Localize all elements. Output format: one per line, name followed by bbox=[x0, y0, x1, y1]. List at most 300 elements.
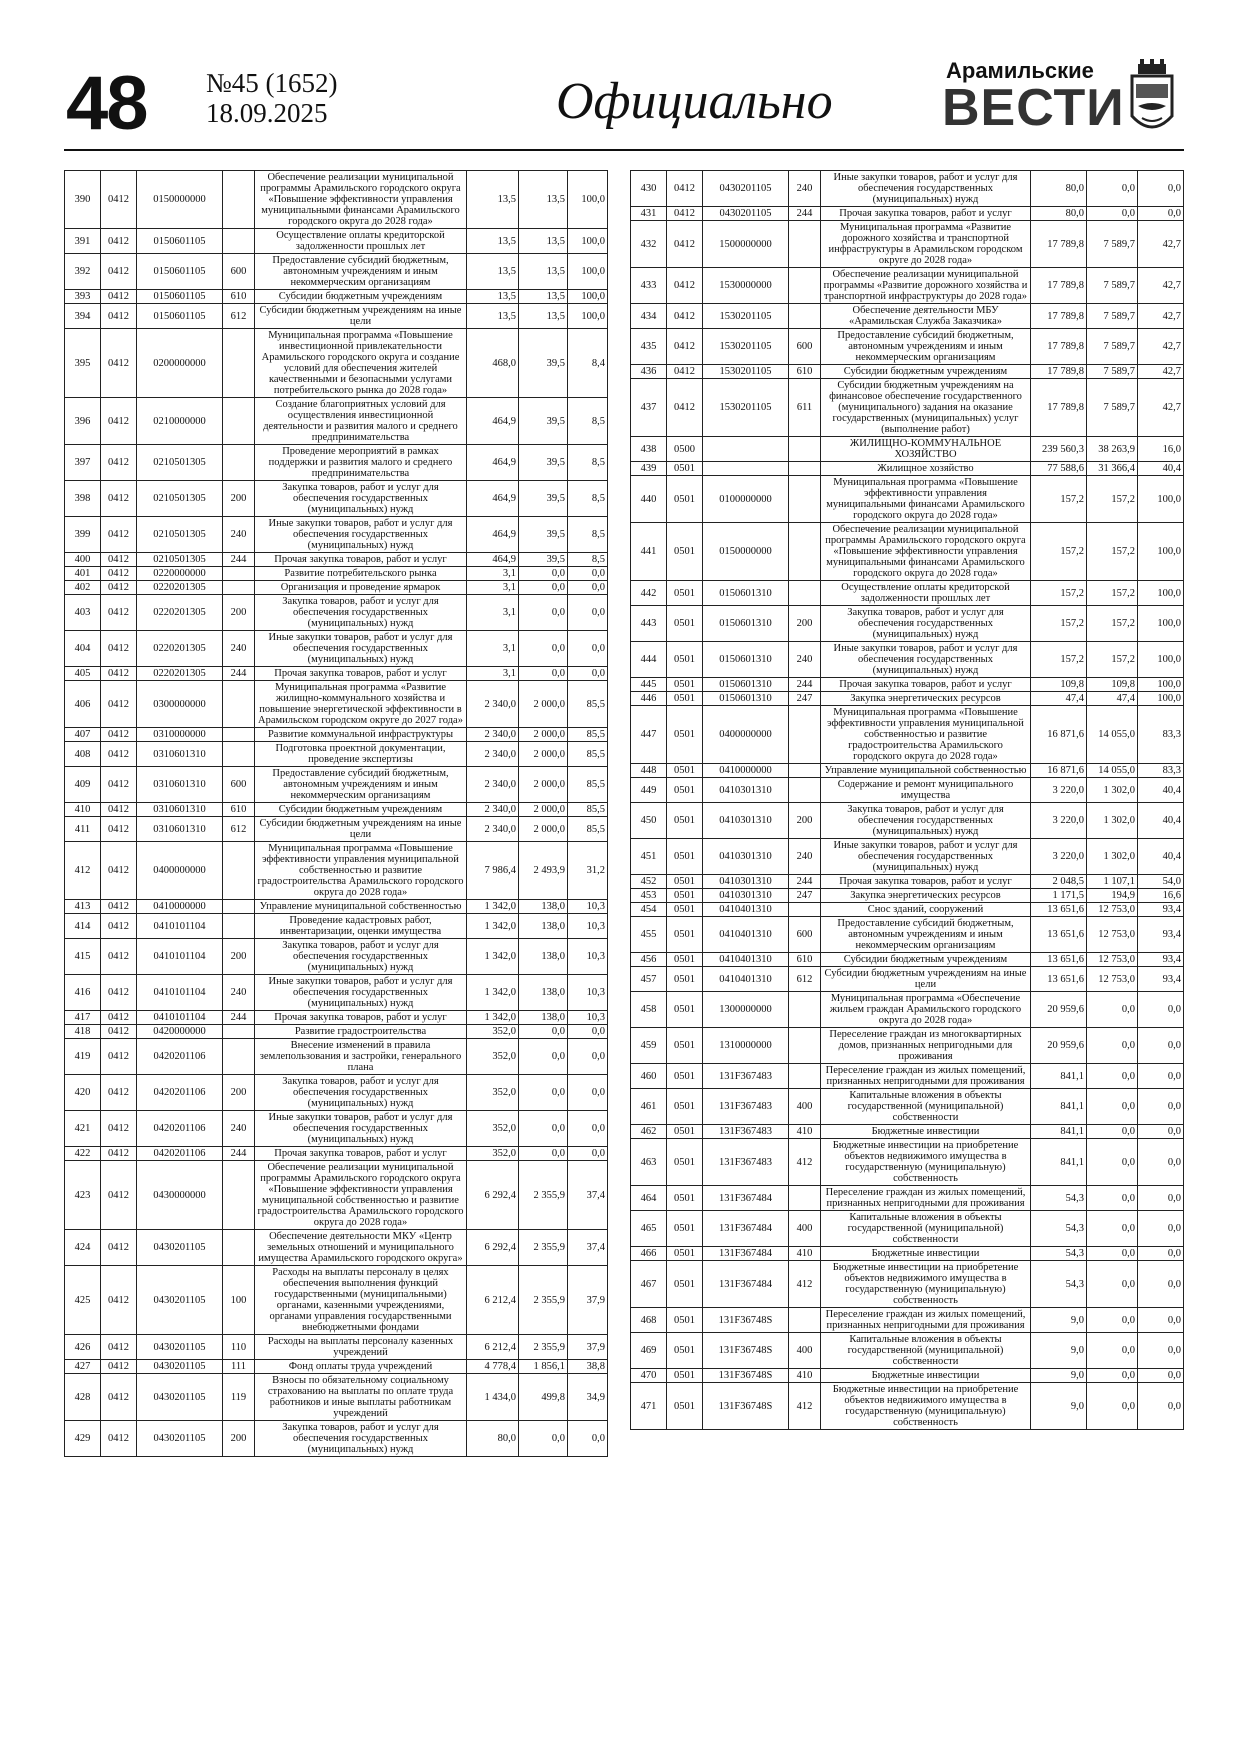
item-name: Иные закупки товаров, работ и услуг для обеспечения государственных (муниципальных) нужд bbox=[255, 517, 467, 553]
execution-percent: 10,3 bbox=[568, 975, 608, 1011]
expense-type-code bbox=[223, 445, 255, 481]
actual-amount: 2 355,9 bbox=[519, 1266, 568, 1335]
actual-amount: 0,0 bbox=[1087, 992, 1138, 1028]
planned-amount: 13,5 bbox=[467, 254, 519, 290]
section-code: 0501 bbox=[667, 678, 703, 692]
item-name: Субсидии бюджетным учреждениям на иные цели bbox=[821, 967, 1031, 992]
item-name: Закупка энергетических ресурсов bbox=[821, 692, 1031, 706]
planned-amount: 157,2 bbox=[1031, 642, 1087, 678]
section-code: 0501 bbox=[667, 1247, 703, 1261]
target-article-code: 0420201106 bbox=[137, 1039, 223, 1075]
table-row bbox=[65, 567, 608, 581]
row-number: 429 bbox=[65, 1421, 101, 1457]
table-row bbox=[65, 817, 608, 842]
planned-amount: 3 220,0 bbox=[1031, 778, 1087, 803]
row-number: 458 bbox=[631, 992, 667, 1028]
execution-percent: 0,0 bbox=[568, 1075, 608, 1111]
page-number: 48 bbox=[66, 61, 147, 146]
actual-amount: 12 753,0 bbox=[1087, 967, 1138, 992]
actual-amount: 39,5 bbox=[519, 481, 568, 517]
item-name: Переселение граждан из жилых помещений, признанных непригодными для проживания bbox=[821, 1308, 1031, 1333]
table-row bbox=[65, 445, 608, 481]
table-row bbox=[631, 329, 1184, 365]
table-row bbox=[65, 1161, 608, 1230]
planned-amount: 841,1 bbox=[1031, 1125, 1087, 1139]
table-row bbox=[631, 365, 1184, 379]
section-code: 0412 bbox=[101, 803, 137, 817]
section-code: 0501 bbox=[667, 581, 703, 606]
expense-type-code bbox=[223, 567, 255, 581]
execution-percent: 10,3 bbox=[568, 900, 608, 914]
table-row bbox=[65, 1011, 608, 1025]
actual-amount: 0,0 bbox=[1087, 1139, 1138, 1186]
actual-amount: 12 753,0 bbox=[1087, 953, 1138, 967]
actual-amount: 14 055,0 bbox=[1087, 764, 1138, 778]
execution-percent: 42,7 bbox=[1138, 329, 1184, 365]
planned-amount: 17 789,8 bbox=[1031, 329, 1087, 365]
actual-amount: 157,2 bbox=[1087, 581, 1138, 606]
target-article-code: 0310601310 bbox=[137, 803, 223, 817]
item-name: Капитальные вложения в объекты государственной (муниципальной) собственности bbox=[821, 1333, 1031, 1369]
actual-amount: 0,0 bbox=[1087, 1089, 1138, 1125]
target-article-code: 0150601105 bbox=[137, 290, 223, 304]
section-code: 0412 bbox=[101, 171, 137, 229]
target-article-code: 0410000000 bbox=[137, 900, 223, 914]
section-code: 0412 bbox=[101, 254, 137, 290]
section-code: 0412 bbox=[101, 553, 137, 567]
expense-type-code bbox=[789, 1028, 821, 1064]
item-name: Закупка товаров, работ и услуг для обеспечения государственных (муниципальных) нужд bbox=[255, 939, 467, 975]
actual-amount: 7 589,7 bbox=[1087, 329, 1138, 365]
section-code: 0501 bbox=[667, 1028, 703, 1064]
expense-type-code: 111 bbox=[223, 1360, 255, 1374]
row-number: 398 bbox=[65, 481, 101, 517]
execution-percent: 0,0 bbox=[568, 595, 608, 631]
table-row bbox=[65, 1421, 608, 1457]
execution-percent: 54,0 bbox=[1138, 875, 1184, 889]
row-number: 416 bbox=[65, 975, 101, 1011]
section-code: 0412 bbox=[101, 767, 137, 803]
row-number: 431 bbox=[631, 207, 667, 221]
row-number: 432 bbox=[631, 221, 667, 268]
planned-amount: 1 342,0 bbox=[467, 914, 519, 939]
execution-percent: 83,3 bbox=[1138, 764, 1184, 778]
table-row bbox=[631, 437, 1184, 462]
table-row bbox=[631, 1383, 1184, 1430]
row-number: 456 bbox=[631, 953, 667, 967]
execution-percent: 0,0 bbox=[1138, 207, 1184, 221]
row-number: 407 bbox=[65, 728, 101, 742]
table-row bbox=[631, 1261, 1184, 1308]
section-code: 0501 bbox=[667, 875, 703, 889]
item-name: Иные закупки товаров, работ и услуг для обеспечения государственных (муниципальных) нужд bbox=[255, 975, 467, 1011]
row-number: 449 bbox=[631, 778, 667, 803]
section-code: 0501 bbox=[667, 523, 703, 581]
item-name: Обеспечение деятельности МБУ «Арамильская Служба Заказчика» bbox=[821, 304, 1031, 329]
execution-percent: 100,0 bbox=[568, 254, 608, 290]
table-row bbox=[631, 171, 1184, 207]
planned-amount: 1 342,0 bbox=[467, 939, 519, 975]
section-code: 0412 bbox=[667, 365, 703, 379]
execution-percent: 0,0 bbox=[568, 1039, 608, 1075]
section-code: 0412 bbox=[101, 1266, 137, 1335]
execution-percent: 0,0 bbox=[568, 567, 608, 581]
execution-percent: 0,0 bbox=[568, 667, 608, 681]
row-number: 403 bbox=[65, 595, 101, 631]
target-article-code: 131F36748S bbox=[703, 1383, 789, 1430]
actual-amount: 0,0 bbox=[1087, 1261, 1138, 1308]
row-number: 426 bbox=[65, 1335, 101, 1360]
planned-amount: 16 871,6 bbox=[1031, 706, 1087, 764]
table-row bbox=[65, 728, 608, 742]
section-code: 0501 bbox=[667, 1125, 703, 1139]
target-article-code: 0150601105 bbox=[137, 229, 223, 254]
actual-amount: 13,5 bbox=[519, 171, 568, 229]
execution-percent: 0,0 bbox=[568, 1111, 608, 1147]
actual-amount: 138,0 bbox=[519, 975, 568, 1011]
actual-amount: 157,2 bbox=[1087, 476, 1138, 523]
section-code: 0412 bbox=[667, 379, 703, 437]
target-article-code: 131F367484 bbox=[703, 1261, 789, 1308]
execution-percent: 40,4 bbox=[1138, 839, 1184, 875]
table-row bbox=[631, 1333, 1184, 1369]
issue-date: 18.09.2025 bbox=[206, 98, 328, 128]
actual-amount: 0,0 bbox=[1087, 1064, 1138, 1089]
target-article-code: 0150601105 bbox=[137, 254, 223, 290]
planned-amount: 239 560,3 bbox=[1031, 437, 1087, 462]
item-name: Субсидии бюджетным учреждениям bbox=[821, 953, 1031, 967]
target-article-code: 1500000000 bbox=[703, 221, 789, 268]
target-article-code: 0410401310 bbox=[703, 917, 789, 953]
planned-amount: 3,1 bbox=[467, 595, 519, 631]
table-row bbox=[631, 1139, 1184, 1186]
actual-amount: 0,0 bbox=[519, 1111, 568, 1147]
item-name: Создание благоприятных условий для осуществления инвестиционной деятельности и развития малого и среднего предпринимательства bbox=[255, 398, 467, 445]
item-name: Переселение граждан из жилых помещений, признанных непригодными для проживания bbox=[821, 1064, 1031, 1089]
city-emblem-icon bbox=[1128, 58, 1176, 140]
item-name: Проведение кадастровых работ, инвентаризации, оценки имущества bbox=[255, 914, 467, 939]
execution-percent: 85,5 bbox=[568, 728, 608, 742]
execution-percent: 0,0 bbox=[1138, 171, 1184, 207]
item-name: Субсидии бюджетным учреждениям bbox=[255, 803, 467, 817]
table-row bbox=[631, 678, 1184, 692]
table-row bbox=[65, 900, 608, 914]
execution-percent: 0,0 bbox=[1138, 1064, 1184, 1089]
target-article-code: 0210000000 bbox=[137, 398, 223, 445]
section-code: 0412 bbox=[101, 517, 137, 553]
actual-amount: 499,8 bbox=[519, 1374, 568, 1421]
planned-amount: 3 220,0 bbox=[1031, 803, 1087, 839]
actual-amount: 12 753,0 bbox=[1087, 903, 1138, 917]
section-code: 0501 bbox=[667, 706, 703, 764]
target-article-code: 0430201105 bbox=[137, 1230, 223, 1266]
actual-amount: 13,5 bbox=[519, 254, 568, 290]
table-row bbox=[631, 992, 1184, 1028]
row-number: 471 bbox=[631, 1383, 667, 1430]
item-name: Муниципальная программа «Повышение эффективности управления муниципальной собственностью и развитие градостроительства Арамильского городского округа до 2028 года» bbox=[821, 706, 1031, 764]
item-name: Прочая закупка товаров, работ и услуг bbox=[821, 678, 1031, 692]
actual-amount: 2 000,0 bbox=[519, 803, 568, 817]
section-code: 0501 bbox=[667, 1064, 703, 1089]
table-row bbox=[631, 1308, 1184, 1333]
item-name: Субсидии бюджетным учреждениям на иные цели bbox=[255, 817, 467, 842]
actual-amount: 12 753,0 bbox=[1087, 917, 1138, 953]
target-article-code: 0410301310 bbox=[703, 778, 789, 803]
section-code: 0501 bbox=[667, 1089, 703, 1125]
row-number: 390 bbox=[65, 171, 101, 229]
table-row bbox=[631, 476, 1184, 523]
target-article-code: 0210501305 bbox=[137, 481, 223, 517]
expense-type-code: 244 bbox=[789, 875, 821, 889]
table-row bbox=[65, 1335, 608, 1360]
execution-percent: 34,9 bbox=[568, 1374, 608, 1421]
execution-percent: 8,4 bbox=[568, 329, 608, 398]
planned-amount: 352,0 bbox=[467, 1147, 519, 1161]
table-row bbox=[65, 595, 608, 631]
execution-percent: 0,0 bbox=[1138, 1369, 1184, 1383]
actual-amount: 13,5 bbox=[519, 229, 568, 254]
expense-type-code: 244 bbox=[223, 1147, 255, 1161]
section-code: 0501 bbox=[667, 1261, 703, 1308]
row-number: 412 bbox=[65, 842, 101, 900]
execution-percent: 0,0 bbox=[568, 581, 608, 595]
section-code: 0501 bbox=[667, 953, 703, 967]
row-number: 424 bbox=[65, 1230, 101, 1266]
actual-amount: 1 107,1 bbox=[1087, 875, 1138, 889]
item-name: Муниципальная программа «Развитие дорожного хозяйства и транспортной инфраструктуры в Арамильском городском округе до 2028 года» bbox=[821, 221, 1031, 268]
execution-percent: 0,0 bbox=[1138, 1186, 1184, 1211]
table-row bbox=[631, 764, 1184, 778]
actual-amount: 1 302,0 bbox=[1087, 803, 1138, 839]
execution-percent: 100,0 bbox=[568, 304, 608, 329]
item-name: Иные закупки товаров, работ и услуг для обеспечения государственных (муниципальных) нужд bbox=[821, 642, 1031, 678]
target-article-code: 0410301310 bbox=[703, 803, 789, 839]
actual-amount: 138,0 bbox=[519, 939, 568, 975]
execution-percent: 0,0 bbox=[1138, 1308, 1184, 1333]
table-row bbox=[631, 1125, 1184, 1139]
actual-amount: 0,0 bbox=[519, 581, 568, 595]
section-code: 0501 bbox=[667, 803, 703, 839]
execution-percent: 0,0 bbox=[568, 1421, 608, 1457]
planned-amount: 3,1 bbox=[467, 631, 519, 667]
planned-amount: 464,9 bbox=[467, 398, 519, 445]
table-row bbox=[65, 1025, 608, 1039]
table-row bbox=[65, 1266, 608, 1335]
item-name: Закупка энергетических ресурсов bbox=[821, 889, 1031, 903]
section-code: 0501 bbox=[667, 462, 703, 476]
planned-amount: 3,1 bbox=[467, 567, 519, 581]
target-article-code: 0410401310 bbox=[703, 903, 789, 917]
section-code: 0412 bbox=[101, 581, 137, 595]
table-row bbox=[631, 1369, 1184, 1383]
planned-amount: 17 789,8 bbox=[1031, 365, 1087, 379]
actual-amount: 2 000,0 bbox=[519, 817, 568, 842]
execution-percent: 8,5 bbox=[568, 517, 608, 553]
row-number: 442 bbox=[631, 581, 667, 606]
table-row bbox=[65, 1039, 608, 1075]
item-name: Бюджетные инвестиции bbox=[821, 1369, 1031, 1383]
expense-type-code bbox=[223, 914, 255, 939]
planned-amount: 3,1 bbox=[467, 581, 519, 595]
item-name: Прочая закупка товаров, работ и услуг bbox=[255, 667, 467, 681]
row-number: 453 bbox=[631, 889, 667, 903]
expense-type-code: 610 bbox=[789, 953, 821, 967]
table-row bbox=[65, 1360, 608, 1374]
target-article-code: 0410301310 bbox=[703, 839, 789, 875]
logo-main-text: ВЕСТИ bbox=[942, 79, 1125, 137]
table-row bbox=[631, 967, 1184, 992]
actual-amount: 31 366,4 bbox=[1087, 462, 1138, 476]
budget-table-right bbox=[630, 170, 1184, 1430]
target-article-code: 0220201305 bbox=[137, 581, 223, 595]
actual-amount: 0,0 bbox=[519, 631, 568, 667]
actual-amount: 2 355,9 bbox=[519, 1335, 568, 1360]
section-code: 0412 bbox=[101, 304, 137, 329]
planned-amount: 2 048,5 bbox=[1031, 875, 1087, 889]
expense-type-code: 240 bbox=[223, 975, 255, 1011]
execution-percent: 0,0 bbox=[1138, 1247, 1184, 1261]
item-name: Бюджетные инвестиции на приобретение объектов недвижимого имущества в государственную (муниципальную) собственность bbox=[821, 1261, 1031, 1308]
expense-type-code: 240 bbox=[223, 631, 255, 667]
section-code: 0412 bbox=[101, 1161, 137, 1230]
table-row bbox=[631, 953, 1184, 967]
planned-amount: 13 651,6 bbox=[1031, 967, 1087, 992]
item-name: Переселение граждан из жилых помещений, признанных непригодными для проживания bbox=[821, 1186, 1031, 1211]
planned-amount: 352,0 bbox=[467, 1039, 519, 1075]
target-article-code: 0150601310 bbox=[703, 581, 789, 606]
section-code: 0501 bbox=[667, 917, 703, 953]
item-name: Бюджетные инвестиции bbox=[821, 1125, 1031, 1139]
row-number: 462 bbox=[631, 1125, 667, 1139]
expense-type-code: 400 bbox=[789, 1333, 821, 1369]
row-number: 437 bbox=[631, 379, 667, 437]
row-number: 408 bbox=[65, 742, 101, 767]
target-article-code: 131F367483 bbox=[703, 1125, 789, 1139]
section-code: 0412 bbox=[667, 207, 703, 221]
table-row bbox=[631, 1089, 1184, 1125]
actual-amount: 0,0 bbox=[519, 1025, 568, 1039]
target-article-code: 0400000000 bbox=[703, 706, 789, 764]
execution-percent: 42,7 bbox=[1138, 379, 1184, 437]
logo-top-text: Арамильские bbox=[946, 58, 1094, 83]
section-code: 0501 bbox=[667, 967, 703, 992]
item-name: Обеспечение реализации муниципальной программы «Развитие дорожного хозяйства и транспортной инфраструктуры до 2028 года» bbox=[821, 268, 1031, 304]
target-article-code: 0400000000 bbox=[137, 842, 223, 900]
planned-amount: 1 342,0 bbox=[467, 900, 519, 914]
section-code: 0412 bbox=[101, 681, 137, 728]
planned-amount: 13,5 bbox=[467, 290, 519, 304]
execution-percent: 85,5 bbox=[568, 803, 608, 817]
execution-percent: 0,0 bbox=[1138, 992, 1184, 1028]
item-name: Иные закупки товаров, работ и услуг для обеспечения государственных (муниципальных) нужд bbox=[821, 171, 1031, 207]
execution-percent: 0,0 bbox=[1138, 1028, 1184, 1064]
target-article-code: 0410401310 bbox=[703, 967, 789, 992]
expense-type-code: 600 bbox=[223, 767, 255, 803]
planned-amount: 1 342,0 bbox=[467, 1011, 519, 1025]
row-number: 459 bbox=[631, 1028, 667, 1064]
expense-type-code: 412 bbox=[789, 1139, 821, 1186]
section-code: 0501 bbox=[667, 476, 703, 523]
target-article-code: 0210501305 bbox=[137, 517, 223, 553]
table-row bbox=[631, 903, 1184, 917]
expense-type-code: 600 bbox=[789, 329, 821, 365]
planned-amount: 54,3 bbox=[1031, 1261, 1087, 1308]
expense-type-code: 412 bbox=[789, 1261, 821, 1308]
table-row bbox=[65, 329, 608, 398]
row-number: 466 bbox=[631, 1247, 667, 1261]
item-name: Муниципальная программа «Обеспечение жильем граждан Арамильского городского округа до 2028 года» bbox=[821, 992, 1031, 1028]
section-code: 0501 bbox=[667, 992, 703, 1028]
target-article-code: 0210501305 bbox=[137, 553, 223, 567]
table-row bbox=[65, 1230, 608, 1266]
expense-type-code bbox=[789, 778, 821, 803]
planned-amount: 352,0 bbox=[467, 1075, 519, 1111]
table-row bbox=[65, 581, 608, 595]
section-code: 0412 bbox=[101, 975, 137, 1011]
section-title: Официально bbox=[556, 73, 833, 130]
expense-type-code bbox=[223, 1230, 255, 1266]
expense-type-code bbox=[789, 581, 821, 606]
planned-amount: 13 651,6 bbox=[1031, 903, 1087, 917]
target-article-code: 131F367484 bbox=[703, 1186, 789, 1211]
budget-table-left bbox=[64, 170, 608, 1457]
target-article-code: 0150000000 bbox=[137, 171, 223, 229]
item-name: Переселение граждан из многоквартирных домов, признанных непригодными для проживания bbox=[821, 1028, 1031, 1064]
row-number: 457 bbox=[631, 967, 667, 992]
item-name: Управление муниципальной собственностью bbox=[821, 764, 1031, 778]
execution-percent: 85,5 bbox=[568, 681, 608, 728]
table-row bbox=[65, 842, 608, 900]
item-name: Закупка товаров, работ и услуг для обеспечения государственных (муниципальных) нужд bbox=[255, 1421, 467, 1457]
target-article-code: 1530201105 bbox=[703, 365, 789, 379]
section-code: 0412 bbox=[101, 1011, 137, 1025]
execution-percent: 93,4 bbox=[1138, 967, 1184, 992]
actual-amount: 2 493,9 bbox=[519, 842, 568, 900]
target-article-code: 0150601105 bbox=[137, 304, 223, 329]
execution-percent: 93,4 bbox=[1138, 917, 1184, 953]
expense-type-code: 600 bbox=[789, 917, 821, 953]
execution-percent: 8,5 bbox=[568, 445, 608, 481]
row-number: 402 bbox=[65, 581, 101, 595]
planned-amount: 1 342,0 bbox=[467, 975, 519, 1011]
target-article-code: 131F36748S bbox=[703, 1333, 789, 1369]
planned-amount: 157,2 bbox=[1031, 581, 1087, 606]
section-code: 0501 bbox=[667, 1186, 703, 1211]
actual-amount: 138,0 bbox=[519, 900, 568, 914]
item-name: Бюджетные инвестиции bbox=[821, 1247, 1031, 1261]
execution-percent: 37,4 bbox=[568, 1230, 608, 1266]
actual-amount: 138,0 bbox=[519, 1011, 568, 1025]
expense-type-code: 240 bbox=[223, 1111, 255, 1147]
target-article-code: 1530201105 bbox=[703, 379, 789, 437]
actual-amount: 0,0 bbox=[519, 667, 568, 681]
item-name: Муниципальная программа «Повышение инвестиционной привлекательности Арамильского городского округа и создание условий для обеспечения жителей качественными и безопасными услугами потребительского рынка до 2028 года» bbox=[255, 329, 467, 398]
row-number: 470 bbox=[631, 1369, 667, 1383]
actual-amount: 194,9 bbox=[1087, 889, 1138, 903]
execution-percent: 0,0 bbox=[568, 1147, 608, 1161]
execution-percent: 83,3 bbox=[1138, 706, 1184, 764]
actual-amount: 0,0 bbox=[1087, 1125, 1138, 1139]
target-article-code: 0410101104 bbox=[137, 1011, 223, 1025]
target-article-code: 0150000000 bbox=[703, 523, 789, 581]
row-number: 467 bbox=[631, 1261, 667, 1308]
execution-percent: 85,5 bbox=[568, 767, 608, 803]
item-name: Бюджетные инвестиции на приобретение объектов недвижимого имущества в государственную (муниципальную) собственность bbox=[821, 1383, 1031, 1430]
planned-amount: 468,0 bbox=[467, 329, 519, 398]
row-number: 450 bbox=[631, 803, 667, 839]
expense-type-code bbox=[789, 476, 821, 523]
target-article-code: 0410401310 bbox=[703, 953, 789, 967]
